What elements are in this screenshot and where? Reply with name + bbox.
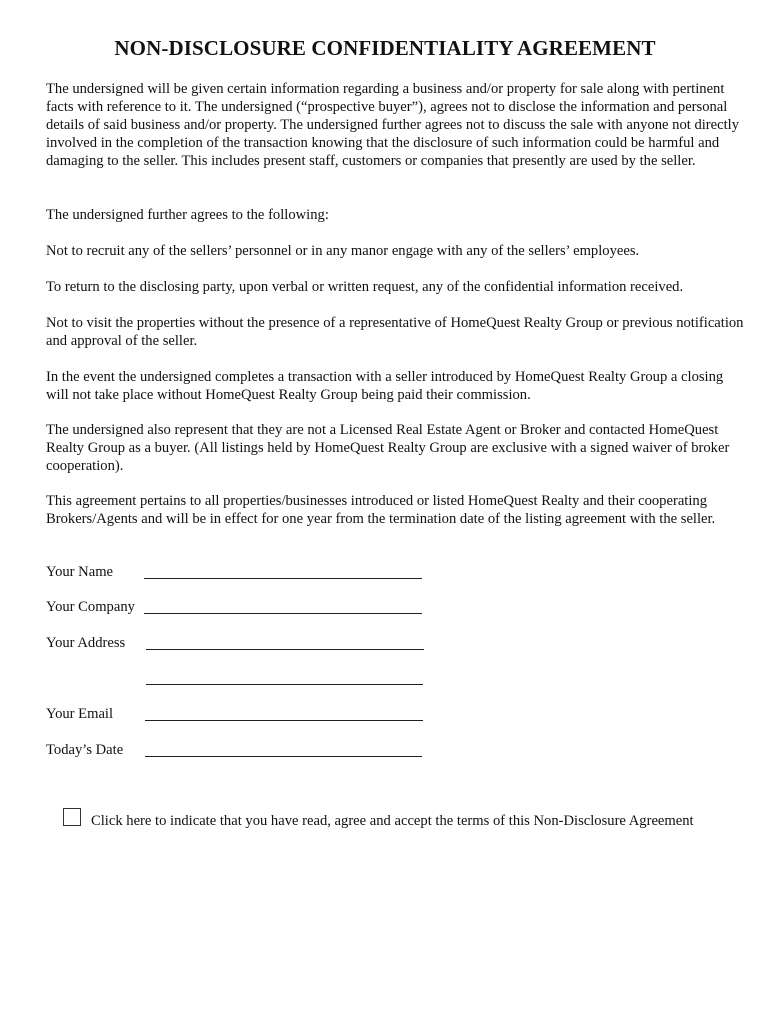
further-agrees-paragraph: The undersigned further agrees to the following:	[46, 207, 329, 223]
email-field[interactable]	[145, 720, 423, 721]
visit-clause: Not to visit the properties without the presence of a representative of HomeQuest Realty Group or previous notification and approval of the seller.	[46, 315, 744, 349]
representation-clause: The undersigned also represent that they are not a Licensed Real Estate Agent or Broker and contacted HomeQuest Realty Group as a buyer. (All listings held by HomeQuest Realty Group are exclusive with a signed waiver of broker cooperation).	[46, 422, 730, 474]
intro-paragraph: The undersigned will be given certain information regarding a business and/or property for sale along with pertinent facts with reference to it. The undersigned (“prospective buyer”), agrees not to disclose the information and personal details of said business and/or property. The undersigned further agrees not to discuss the sale with anyone not directly involved in the completion of the transaction knowing that the disclosure of such information could be harmful and damaging to the seller. This includes present staff, customers or companies that presently are used by the seller.	[46, 81, 740, 169]
date-label: Today’s Date	[46, 742, 124, 758]
commission-clause: In the event the undersigned completes a transaction with a seller introduced by HomeQuest Realty Group a closing will not take place without HomeQuest Realty Group being paid their commission.	[46, 369, 724, 403]
email-label: Your Email	[46, 706, 114, 722]
term-clause: This agreement pertains to all properties/businesses introduced or listed HomeQuest Realty and their cooperating Brokers/Agents and will be in effect for one year from the termination date of the listing agreement with the seller.	[46, 493, 716, 527]
company-label: Your Company	[46, 599, 135, 615]
address-field-line-1[interactable]	[146, 649, 424, 650]
date-field[interactable]	[145, 756, 422, 757]
company-field[interactable]	[144, 613, 422, 614]
recruit-clause: Not to recruit any of the sellers’ personnel or in any manor engage with any of the sellers’ employees.	[46, 243, 640, 259]
address-label: Your Address	[46, 635, 126, 651]
name-field[interactable]	[144, 578, 422, 579]
name-label: Your Name	[46, 564, 114, 580]
address-field-line-2[interactable]	[146, 684, 423, 685]
agree-checkbox[interactable]	[63, 808, 81, 826]
return-clause: To return to the disclosing party, upon verbal or written request, any of the confidential information received.	[46, 279, 684, 295]
document-title: NON-DISCLOSURE CONFIDENTIALITY AGREEMENT	[114, 36, 656, 60]
agree-checkbox-label[interactable]: Click here to indicate that you have read, agree and accept the terms of this Non-Disclosure Agreement	[91, 813, 694, 829]
